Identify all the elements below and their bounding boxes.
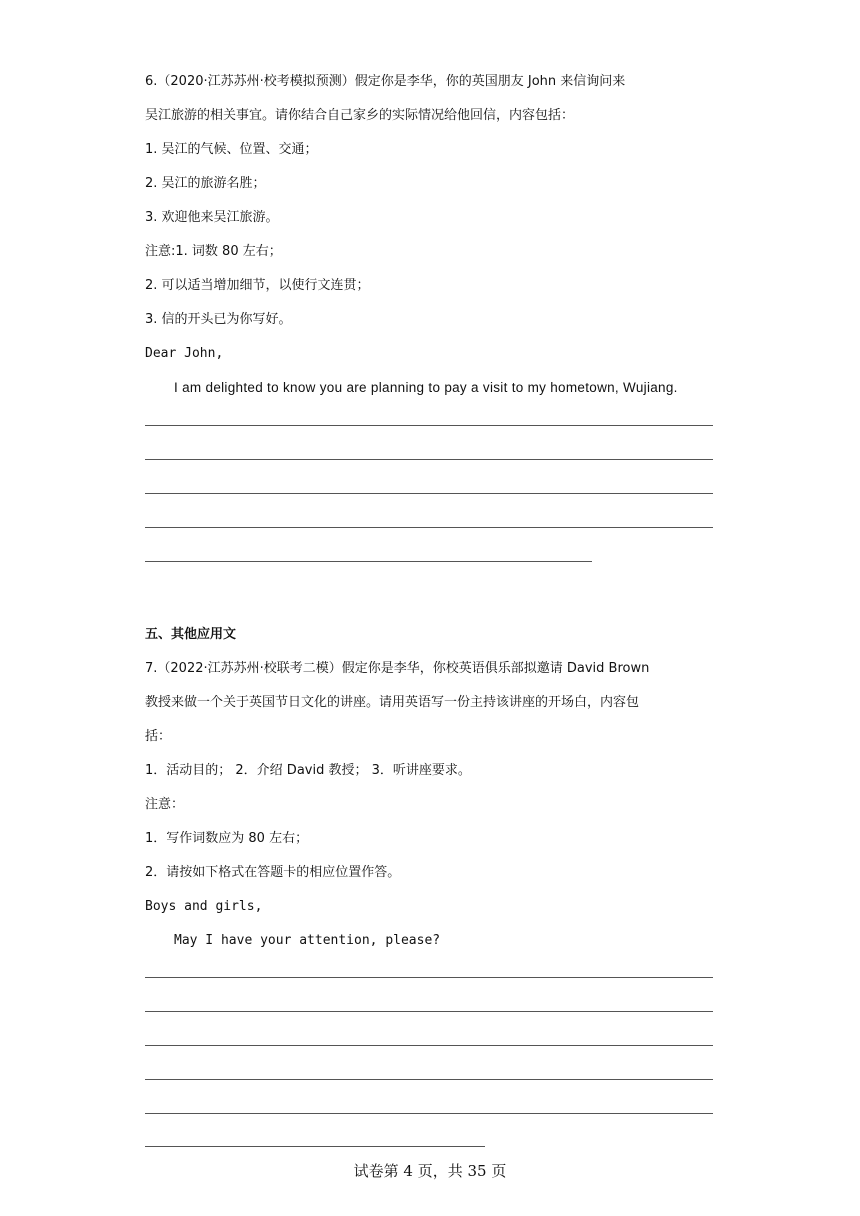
q6-prompt-line-2: 吴江旅游的相关事宜。请你结合自己家乡的实际情况给他回信，内容包括：	[145, 108, 575, 123]
q6-greeting: Dear John,	[145, 346, 224, 361]
q6-answer-line-3[interactable]	[145, 493, 713, 494]
q7-content-items: 1．活动目的； 2．介绍 David 教授； 3．听讲座要求。	[145, 763, 471, 778]
q6-prompt-line-1: 6.（2020·江苏苏州·校考模拟预测）假定你是李华，你的英国朋友 John 来信询问来	[145, 74, 626, 89]
q6-answer-line-4[interactable]	[145, 527, 713, 528]
q7-prompt-line-1: 7.（2022·江苏苏州·校联考二模）假定你是李华，你校英语俱乐部拟邀请 David Brown	[145, 661, 650, 676]
q6-answer-line-1[interactable]	[145, 425, 713, 426]
q7-opening-sentence: May I have your attention, please?	[174, 933, 441, 948]
q7-answer-line-2[interactable]	[145, 1011, 713, 1012]
q6-item-1: 1. 吴江的气候、位置、交通；	[145, 142, 318, 157]
q7-answer-line-4[interactable]	[145, 1079, 713, 1080]
q7-greeting: Boys and girls,	[145, 899, 263, 914]
q7-note-1: 1．写作词数应为 80 左右；	[145, 831, 309, 846]
q7-prompt-line-3: 括：	[145, 729, 172, 744]
q6-item-2: 2. 吴江的旅游名胜；	[145, 176, 266, 191]
q7-answer-line-6[interactable]	[145, 1146, 485, 1147]
q7-note-label: 注意：	[145, 797, 185, 812]
q6-note-2: 2. 可以适当增加细节，以使行文连贯；	[145, 278, 370, 293]
q6-note-3: 3. 信的开头已为你写好。	[145, 312, 292, 327]
page-footer: 试卷第 4 页，共 35 页	[353, 1162, 507, 1180]
section-heading: 五、其他应用文	[145, 627, 237, 642]
q6-note-1: 注意:1. 词数 80 左右；	[145, 244, 282, 259]
q7-answer-line-3[interactable]	[145, 1045, 713, 1046]
q7-note-2: 2．请按如下格式在答题卡的相应位置作答。	[145, 865, 401, 880]
q7-answer-line-1[interactable]	[145, 977, 713, 978]
q6-answer-line-5[interactable]	[145, 561, 592, 562]
q6-answer-line-2[interactable]	[145, 459, 713, 460]
q6-item-3: 3. 欢迎他来吴江旅游。	[145, 210, 279, 225]
q7-prompt-line-2: 教授来做一个关于英国节日文化的讲座。请用英语写一份主持该讲座的开场白，内容包	[145, 695, 640, 710]
q7-answer-line-5[interactable]	[145, 1113, 713, 1114]
q6-opening-sentence: I am delighted to know you are planning to pay a visit to my hometown, Wujiang.	[174, 380, 678, 395]
